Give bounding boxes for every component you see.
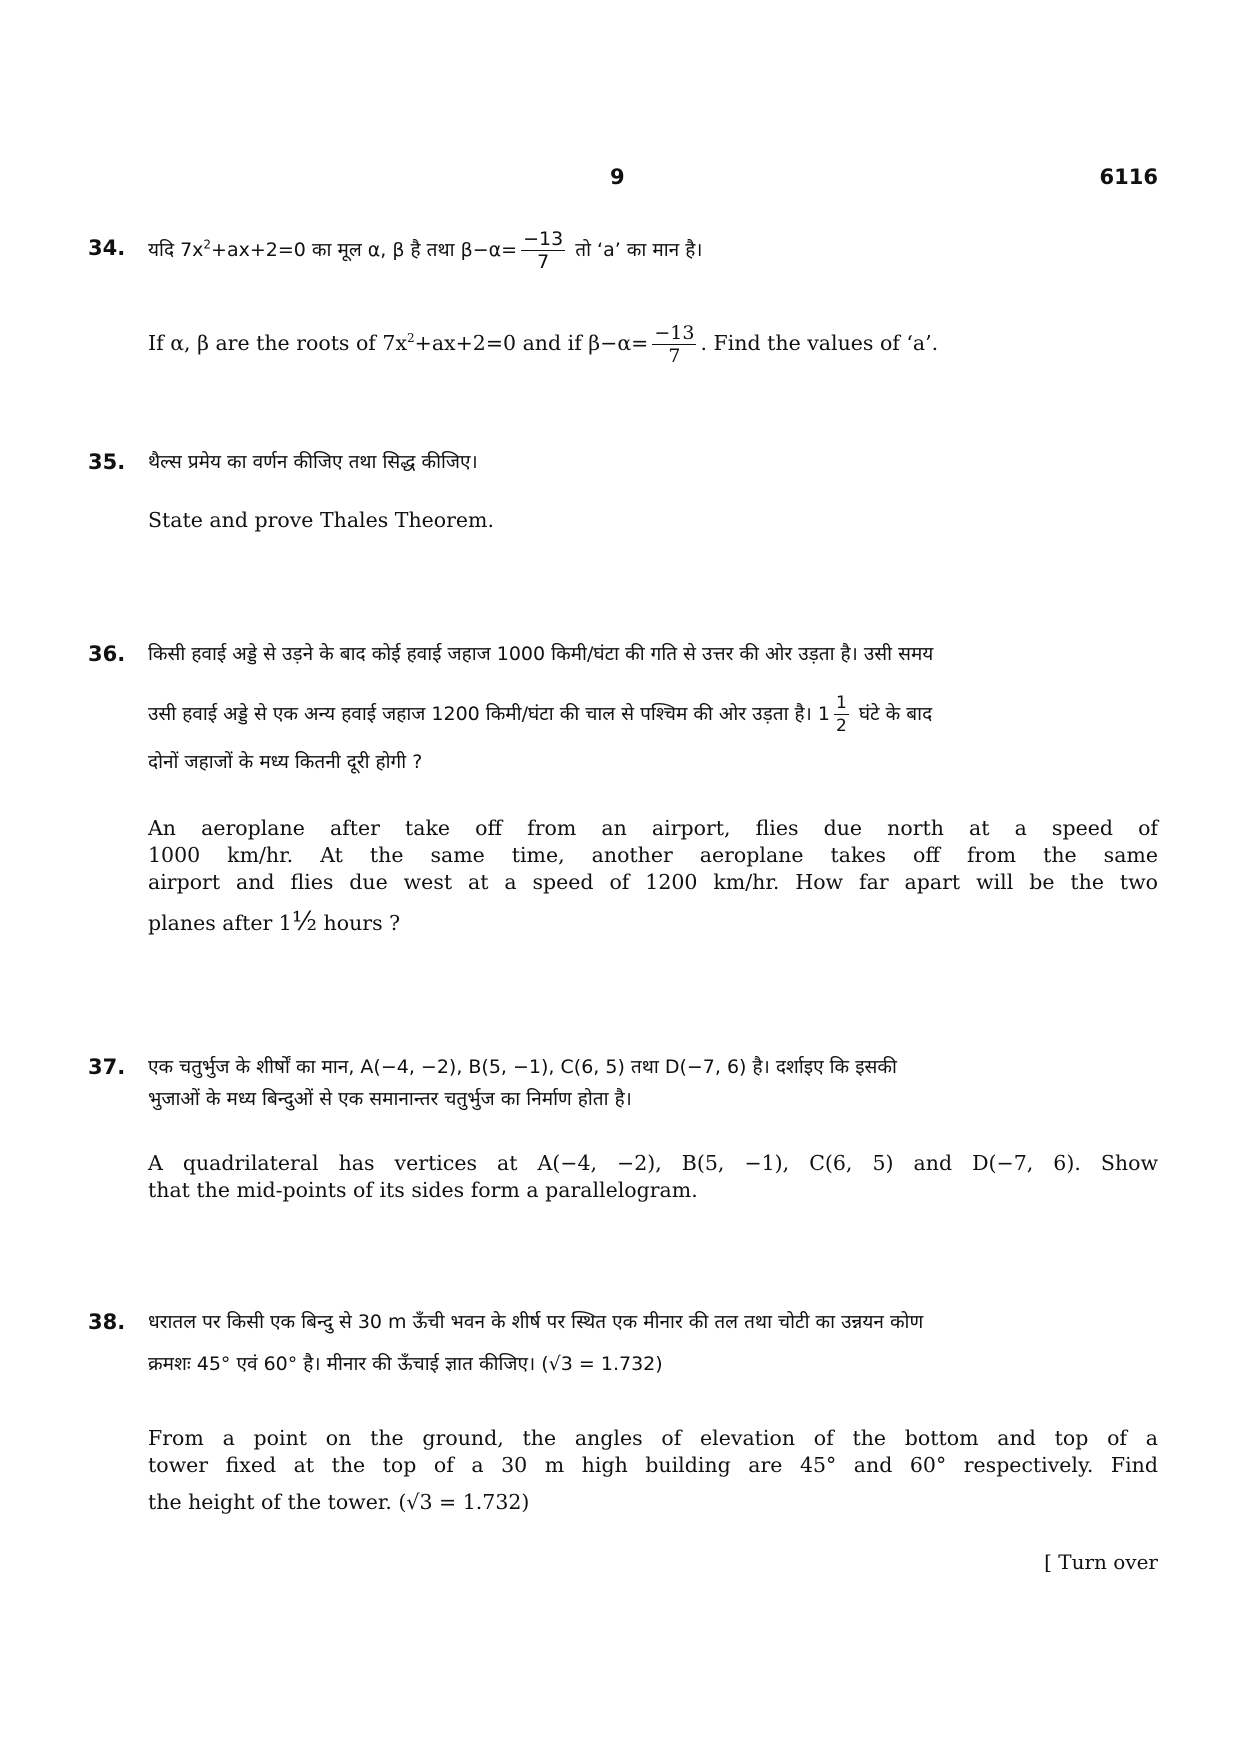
page-number: 9: [610, 165, 625, 189]
superscript: 2: [203, 237, 212, 252]
english-text: hours ?: [323, 911, 401, 935]
question-number: 36.: [88, 642, 126, 666]
question-english-line: 1000 km/hr. At the same time, another aeroplane takes off from the same: [148, 843, 1158, 867]
question-hindi-line: धरातल पर किसी एक बिन्दु से 30 m ऊँची भवन के शीर्ष पर स्थित एक मीनार की तल तथा चोटी का उन्नयन कोण: [148, 1311, 924, 1333]
fraction: [521, 228, 565, 273]
question-english-line: airport and flies due west at a speed of 1200 km/hr. How far apart will be the two: [148, 870, 1158, 894]
question-english-line: A quadrilateral has vertices at A(−4, −2), B(5, −1), C(6, 5) and D(−7, 6). Show: [148, 1151, 1158, 1175]
question-hindi-line: दोनों जहाजों के मध्य कितनी दूरी होगी ?: [148, 751, 423, 773]
fraction: [834, 692, 849, 737]
fraction-denominator: 7: [537, 251, 550, 273]
question-number: 37.: [88, 1055, 126, 1079]
question-english-line: that the mid-points of its sides form a parallelogram.: [148, 1178, 698, 1202]
english-text: . Find the values of ‘a’.: [700, 331, 939, 355]
question-hindi-line: [148, 692, 1158, 737]
english-text: If α, β are the roots of 7x: [148, 331, 408, 355]
question-hindi-line: एक चतुर्भुज के शीर्षों का मान, A(−4, −2), B(5, −1), C(6, 5) तथा D(−7, 6) है। दर्शाइए कि इसकी: [148, 1056, 897, 1078]
question-english-line: the height of the tower. (√3 = 1.732): [148, 1490, 530, 1514]
fraction: [652, 322, 696, 367]
question-number: 38.: [88, 1310, 126, 1334]
question-number: 35.: [88, 450, 126, 474]
fraction-numerator: −13: [523, 228, 564, 250]
question-hindi-line: क्रमशः 45° एवं 60° है। मीनार की ऊँचाई ज्ञात कीजिए। (√3 = 1.732): [148, 1353, 663, 1375]
question-hindi: थैल्स प्रमेय का वर्णन कीजिए तथा सिद्ध कीजिए।: [148, 451, 478, 473]
question-english-line: From a point on the ground, the angles of elevation of the bottom and top of a: [148, 1426, 1158, 1450]
paper-code: 6116: [1099, 165, 1158, 189]
question-number: 34.: [88, 236, 126, 260]
question-english-line: tower fixed at the top of a 30 m high building are 45° and 60° respectively. Find: [148, 1453, 1158, 1477]
fraction-denominator: 2: [835, 716, 847, 736]
question-hindi-line: किसी हवाई अड्डे से उड़ने के बाद कोई हवाई जहाज 1000 किमी/घंटा की गति से उत्तर की ओर उड़ता है। उसी समय: [148, 643, 934, 665]
hindi-text: +ax+2=0 का मूल α, β है तथा β−α=: [211, 239, 518, 261]
fraction-denominator: 7: [668, 345, 681, 367]
english-text: +ax+2=0 and if β−α=: [414, 331, 649, 355]
question-hindi: [148, 228, 1158, 273]
superscript: 2: [407, 331, 415, 346]
hindi-text: यदि 7x: [148, 239, 204, 261]
question-english: State and prove Thales Theorem.: [148, 508, 495, 532]
hindi-text: तो ‘a’ का मान है।: [575, 239, 703, 261]
fraction-numerator: −13: [654, 322, 695, 344]
hindi-text: घंटे के बाद: [858, 703, 933, 725]
question-english: [148, 322, 1158, 367]
mixed-fraction: ½: [291, 907, 318, 937]
question-english-line: An aeroplane after take off from an airport, flies due north at a speed of: [148, 816, 1158, 840]
question-hindi-line: भुजाओं के मध्य बिन्दुओं से एक समानान्तर चतुर्भुज का निर्माण होता है।: [148, 1088, 632, 1110]
question-english-line: [148, 908, 1158, 937]
turn-over-note: [ Turn over: [1044, 1550, 1158, 1574]
fraction-numerator: 1: [835, 693, 847, 713]
english-text: planes after 1: [148, 911, 292, 935]
hindi-text: उसी हवाई अड्डे से एक अन्य हवाई जहाज 1200 किमी/घंटा की चाल से पश्चिम की ओर उड़ता है। 1: [148, 703, 830, 725]
